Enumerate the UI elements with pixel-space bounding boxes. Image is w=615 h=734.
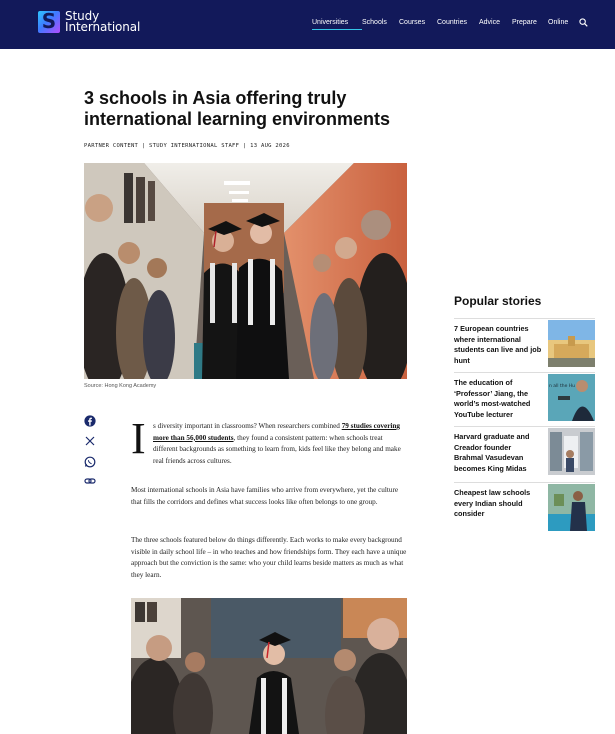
research-link[interactable]: 79 studies covering more than 56,000 students xyxy=(153,422,400,442)
sidebar-divider xyxy=(454,482,595,483)
popular-story-title[interactable]: The education of ‘Professor’ Jiang, the world’s most-watched YouTube lecturer xyxy=(454,378,531,419)
popular-story-title[interactable]: Harvard graduate and Creador founder Brahmal Vasudevan becomes King Midas xyxy=(454,432,530,473)
paragraph-3: The three schools featured below do things differently. Each works to make every background visible in daily school life – in who teaches and how friendships form. They each have a unique approach but the conviction is the same: who your child learns beside matters as much as what they learn. xyxy=(131,536,407,579)
hero-image-graduation-corridor xyxy=(84,163,407,379)
sidebar-divider xyxy=(454,426,595,427)
sidebar-divider xyxy=(454,372,595,373)
nav-courses[interactable]: Courses xyxy=(399,19,426,26)
story-thumbnail[interactable] xyxy=(548,484,595,531)
article-image-graduate-applause xyxy=(131,598,407,734)
nav-schools[interactable]: Schools xyxy=(362,19,387,26)
story-thumbnail[interactable] xyxy=(548,428,595,475)
top-navigation-bar xyxy=(0,0,615,49)
nav-prepare[interactable]: Prepare xyxy=(512,19,537,26)
popular-story-title[interactable]: Cheapest law schools every Indian should consider xyxy=(454,488,531,519)
whatsapp-icon[interactable] xyxy=(84,456,96,468)
nav-countries[interactable]: Countries xyxy=(437,19,467,26)
search-icon[interactable] xyxy=(579,18,588,27)
x-icon[interactable] xyxy=(84,435,96,447)
sidebar-divider xyxy=(454,318,595,319)
logo-mark-icon: S xyxy=(38,11,60,33)
site-logo[interactable] xyxy=(38,11,140,33)
popular-story-3[interactable] xyxy=(454,428,595,476)
nav-online[interactable]: Online xyxy=(548,19,569,26)
story-thumbnail[interactable] xyxy=(548,320,595,367)
paragraph-1 xyxy=(153,421,407,467)
nav-universities[interactable]: Universities xyxy=(312,19,362,30)
popular-stories-heading: Popular stories xyxy=(454,294,542,308)
logo-line1: Study xyxy=(65,9,100,23)
facebook-icon[interactable] xyxy=(84,415,96,427)
popular-story-title[interactable]: 7 European countries where international students can live and job hunt xyxy=(454,324,542,365)
p1-text-start: s diversity important in classrooms? When researchers combined xyxy=(153,422,342,430)
p1-text-end: , they found a consistent pattern: when schools treat different backgrounds as something to learn from, kids feel like they belong and make real friends across cultures. xyxy=(153,433,401,465)
logo-wordmark xyxy=(65,11,140,33)
main-nav xyxy=(312,19,578,30)
hero-image-caption: Source: Hong Kong Academy xyxy=(84,383,157,389)
popular-story-4[interactable] xyxy=(454,484,595,532)
article-byline: PARTNER CONTENT | STUDY INTERNATIONAL STAFF | 13 AUG 2026 xyxy=(84,143,290,149)
popular-story-1[interactable] xyxy=(454,320,595,368)
thumbnail-caption: n all the Hu xyxy=(549,384,576,389)
nav-advice[interactable]: Advice xyxy=(479,19,501,26)
article-title: 3 schools in Asia offering truly international learning environments xyxy=(84,88,391,129)
paragraph-2: Most international schools in Asia have families who arrive from everywhere, yet the culture that fills the corridors and defines what success looks like often belongs to one group. xyxy=(131,486,399,506)
logo-line2: International xyxy=(65,20,141,34)
drop-cap: I xyxy=(131,414,146,463)
story-thumbnail[interactable] xyxy=(548,374,595,421)
link-icon[interactable] xyxy=(84,475,96,487)
popular-story-2[interactable] xyxy=(454,374,595,422)
